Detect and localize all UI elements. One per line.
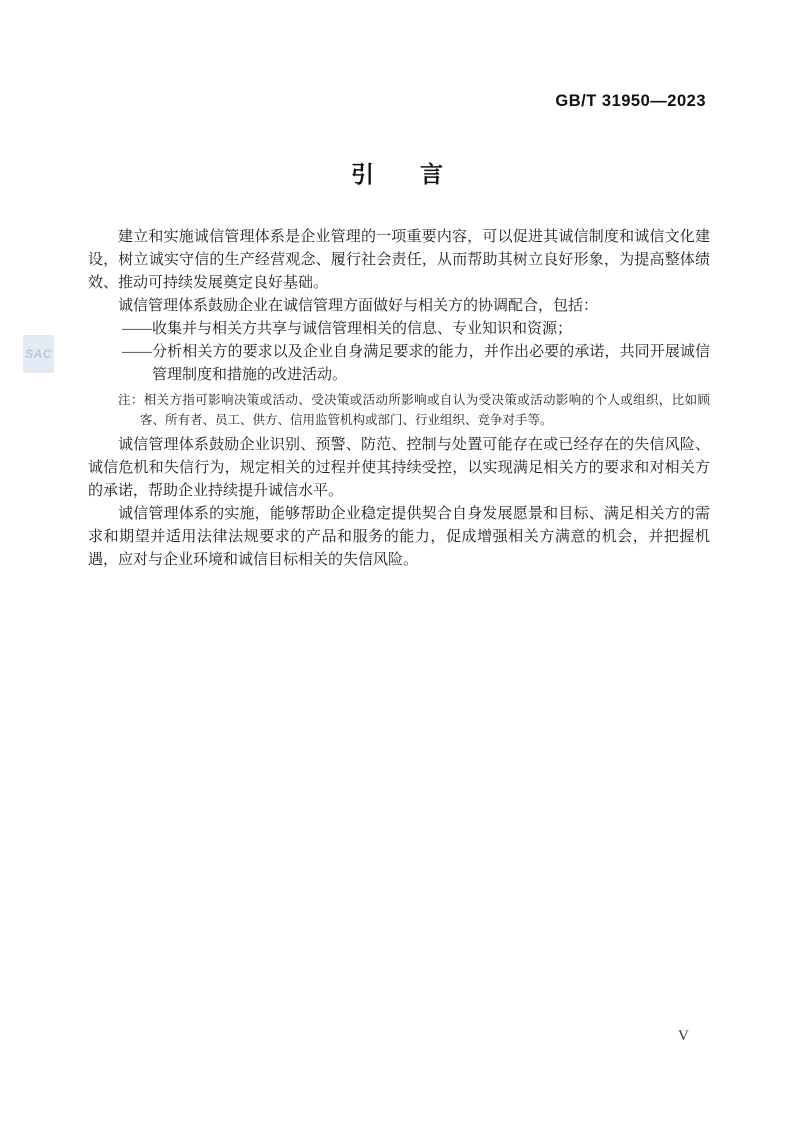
sac-watermark-stamp [23, 335, 54, 373]
paragraph-4: 诚信管理体系的实施，能够帮助企业稳定提供契合自身发展愿景和目标、满足相关方的需求和期望并适用法律法规要求的产品和服务的能力，促成增强相关方满意的机会，并把握机遇，应对与企业环境和诚信目标相关的失信风险。 [88, 506, 710, 568]
document-body [88, 226, 710, 572]
bullet-item-1: ——收集并与相关方共享与诚信管理相关的信息、专业知识和资源； [122, 321, 573, 337]
paragraph-2: 诚信管理体系鼓励企业在诚信管理方面做好与相关方的协调配合，包括： [118, 298, 599, 314]
bullet-list [88, 318, 710, 387]
note-text: 注：相关方指可影响决策或活动、受决策或活动所影响或自认为受决策或活动影响的个人或组织，比如顾客、所有者、员工、供方、信用监管机构或部门、行业组织、竞争对手等。 [118, 393, 710, 427]
page-title: 引 言 [351, 161, 443, 187]
paragraph-3: 诚信管理体系鼓励企业识别、预警、防范、控制与处置可能存在或已经存在的失信风险、诚信危机和失信行为，规定相关的过程并使其持续受控，以实现满足相关方的要求和对相关方的承诺，帮助企业持续提升诚信水平。 [88, 437, 710, 499]
bullet-item-2: ——分析相关方的要求以及企业自身满足要求的能力，并作出必要的承诺，共同开展诚信管理制度和措施的改进活动。 [122, 344, 710, 383]
page-number: V [678, 1028, 689, 1044]
standard-code: GB/T 31950—2023 [555, 92, 706, 110]
paragraph-1: 建立和实施诚信管理体系是企业管理的一项重要内容，可以促进其诚信制度和诚信文化建设，树立诚实守信的生产经营观念、履行社会责任，从而帮助其树立良好形象，为提高整体绩效、推动可持续发展奠定良好基础。 [88, 229, 710, 291]
sac-watermark-label: SAC [25, 347, 52, 361]
